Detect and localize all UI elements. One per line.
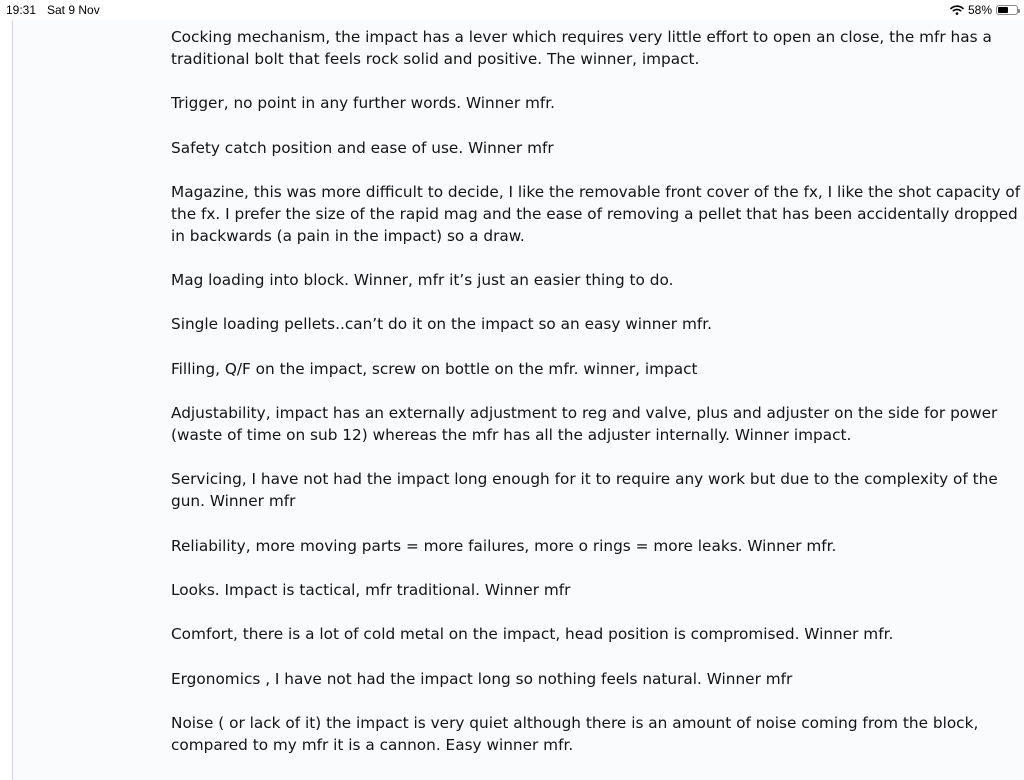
status-bar (0, 0, 1024, 20)
status-date: Sat 9 Nov (47, 3, 100, 17)
post-paragraph: Cocking mechanism, the impact has a lever which requires very little effort to open an close, the mfr has a traditional bolt that feels rock solid and positive. The winner, impact. (171, 28, 992, 68)
post-paragraph: Noise ( or lack of it) the impact is very quiet although there is an amount of noise coming from the block, compared to my mfr it is a cannon. Easy winner mfr. (171, 713, 979, 754)
post-paragraph: Adjustability, impact has an externally adjustment to reg and valve, plus and adjuster on the side for power (waste of time on sub 12) whereas the mfr has all the adjuster internally. Winner impact. (171, 404, 998, 445)
wifi-icon (950, 5, 964, 15)
post-body (171, 26, 1021, 778)
post-paragraph: Reliability, more moving parts = more failures, more o rings = more leaks. Winner mfr. (171, 536, 837, 555)
battery-percent: 58% (967, 3, 992, 17)
post-paragraph: Trigger, no point in any further words. Winner mfr. (171, 94, 556, 113)
battery-level-fill (998, 7, 1008, 13)
post-paragraph: Looks. Impact is tactical, mfr traditional. Winner mfr (171, 580, 571, 599)
post-paragraph: Safety catch position and ease of use. Winner mfr (171, 138, 554, 157)
post-paragraph: Mag loading into block. Winner, mfr it’s just an easier thing to do. (171, 271, 674, 290)
post-paragraph: Servicing, I have not had the impact long enough for it to require any work but due to the complexity of the gun. Winner mfr (171, 470, 998, 511)
post-paragraph: Single loading pellets..can’t do it on the impact so an easy winner mfr. (171, 315, 712, 334)
post-paragraph: Magazine, this was more difficult to decide, I like the removable front cover of the fx, I like the shot capacity of the fx. I prefer the size of the rapid mag and the ease of removing a pellet that has been accidentally dropped in backwards (a pain in the impact) so a draw. (171, 182, 1021, 245)
post-paragraph: Filling, Q/F on the impact, screw on bottle on the mfr. winner, impact (171, 359, 698, 378)
post-paragraph: Ergonomics , I have not had the impact long so nothing feels natural. Winner mfr (171, 669, 793, 688)
battery-icon (996, 5, 1018, 15)
status-time: 19:31 (6, 3, 37, 17)
status-indicators (950, 3, 1018, 17)
post-container (12, 20, 1024, 780)
post-paragraph: Comfort, there is a lot of cold metal on the impact, head position is compromised. Winner mfr. (171, 625, 894, 644)
